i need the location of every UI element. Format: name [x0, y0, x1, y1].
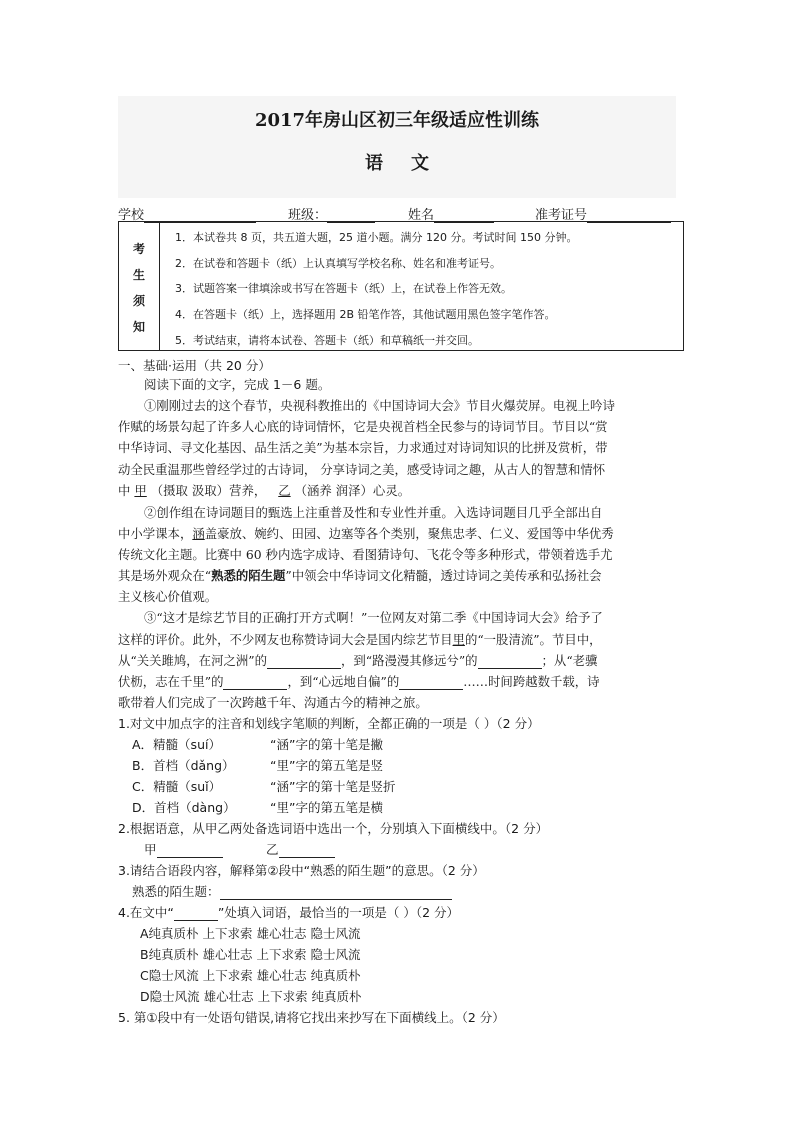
- fill-blank: [267, 654, 341, 669]
- name-label: 姓名: [408, 208, 435, 223]
- answer-blank[interactable]: [157, 843, 223, 858]
- para3-line: [118, 630, 602, 648]
- para3-text: ，到“心远地自偏”的: [287, 674, 400, 689]
- option-letter: C．精髓（suǐ）: [132, 779, 222, 794]
- q4-option-d[interactable]: D隐士风流 雄心壮志 上下求索 纯真质朴: [140, 989, 362, 1004]
- blank-yi: 乙: [278, 483, 291, 498]
- question-3-stem: 3.请结合语段内容，解释第②段中“熟悉的陌生题”的意思。（2 分）: [118, 863, 485, 878]
- notice-item: 2．在试卷和答题卡（纸）上认真填写学校名称、姓名和准考证号。: [175, 257, 501, 270]
- question-2-stem: 2.根据语意，从甲乙两处备选词语中选出一个，分别填入下面横线中。（2 分）: [118, 821, 549, 836]
- para1-line: ①刚刚过去的这个春节，央视科教推出的《中国诗词大会》节目火爆荧屏。电视上吟诗: [144, 398, 615, 413]
- student-info-line: [118, 204, 678, 222]
- q4-option-c[interactable]: C隐士风流 上下求索 雄心壮志 纯真质朴: [140, 968, 361, 983]
- notice-item: 5．考试结束，请将本试卷、答题卡（纸）和草稿纸一并交回。: [175, 334, 479, 347]
- para3-text: 伏枥，志在千里”的: [118, 674, 224, 689]
- q3-answer: [132, 882, 452, 900]
- para3-line: 歌带着人们完成了一次跨越千年、沟通古今的精神之旅。: [118, 695, 428, 710]
- para2-line: 主义核心价值观。: [118, 589, 218, 604]
- para3-line: [118, 672, 600, 690]
- q4-option-a[interactable]: A纯真质朴 上下求索 雄心壮志 隐士风流: [140, 926, 361, 941]
- option-text: “涵”字的第十笔是竖折: [270, 779, 396, 794]
- answer-label: 熟悉的陌生题：: [132, 884, 220, 899]
- q4-option-b[interactable]: B纯真质朴 雄心壮志 上下求索 隐士风流: [140, 947, 361, 962]
- q1-option-c[interactable]: [132, 777, 221, 795]
- notice-label-char: 生: [133, 268, 146, 282]
- notice-label-column: [119, 222, 160, 350]
- para1-line: 作赋的场景勾起了许多人心底的诗词情怀，它是央视首档全民参与的诗词节目。节目以“赏: [118, 419, 608, 434]
- exam-notice-box: [118, 221, 684, 351]
- notice-label-char: 须: [133, 294, 146, 308]
- notice-label-char: 知: [133, 320, 146, 334]
- q2-answer-jia: [144, 840, 223, 858]
- notice-item: 1．本试卷共 8 页，共五道大题，25 道小题。满分 120 分。考试时间 150 分钟。: [175, 231, 578, 244]
- school-label: 学校: [118, 208, 145, 223]
- stem-blank: [174, 906, 218, 921]
- section-heading: 一、基础·运用（共 20 分）: [118, 358, 271, 373]
- option-text: “里”字的第五笔是横: [270, 800, 383, 815]
- para3-text: 从“关关雎鸠，在河之洲”的: [118, 653, 267, 668]
- q1-option-d[interactable]: [132, 798, 236, 816]
- q2-answer-yi: [266, 840, 335, 858]
- para2-line: ②创作组在诗词题目的甄选上注重普及性和专业性并重。入选诗词题目几乎全部出自: [144, 505, 603, 520]
- page-title: 2017年房山区初三年级适应性训练: [254, 110, 540, 131]
- stem-text: 4.在文中“: [118, 905, 174, 920]
- para2-text: ”中领会中华诗词文化精髓，透过诗词之美传承和弘扬社会: [285, 568, 602, 583]
- fill-blank: [478, 654, 542, 669]
- para1-line: [118, 481, 410, 499]
- question-5-stem: 5. 第①段中有一处语句错误,请将它找出来抄写在下面横线上。（2 分）: [118, 1010, 505, 1025]
- para2-text: 盖豪放、婉约、田园、边塞等各个类别，聚焦忠孝、仁义、爱国等中华优秀: [204, 526, 614, 541]
- q1-option-b[interactable]: [132, 756, 235, 774]
- option-letter: D．首档（dàng）: [132, 800, 236, 815]
- option-text: “里”字的第五笔是竖: [270, 758, 383, 773]
- para3-line: [118, 651, 597, 669]
- para3-text: ，到“路漫漫其修远兮”的: [340, 653, 478, 668]
- para2-line: 传统文化主题。比赛中 60 秒内选字成诗、看图猜诗句、飞花令等多种形式，带领着选手尤: [118, 547, 613, 562]
- para3-line: ③“这才是综艺节目的正确打开方式啊！”一位网友对第二季《中国诗词大会》给予了: [144, 610, 603, 625]
- answer-label: 乙: [266, 842, 279, 857]
- para1-line: 中华诗词、寻文化基因、品生活之美”为基本宗旨，力求通过对诗词知识的比拼及赏析，带: [118, 440, 608, 455]
- question-4-stem: [118, 903, 459, 921]
- exam-no-label: 准考证号: [535, 208, 588, 223]
- para3-text: ；从“老骥: [541, 653, 598, 668]
- option-text: “涵”字的第十笔是撇: [270, 737, 383, 752]
- question-1-stem: 1.对文中加点字的注音和划线字笔顺的判断，全都正确的一项是（ ）（2 分）: [118, 716, 540, 731]
- answer-label: 甲: [144, 842, 157, 857]
- class-label: 班级：: [288, 208, 328, 223]
- notice-item: 3．试题答案一律填涂或书写在答题卡（纸）上，在试卷上作答无效。: [175, 282, 512, 295]
- para2-line: [118, 524, 614, 542]
- highlight-phrase: 熟悉的陌生题: [211, 568, 286, 583]
- option-letter: A．精髓（suí）: [132, 737, 221, 752]
- notice-item: 4．在答题卡（纸）上，选择题用 2B 铅笔作答，其他试题用黑色签字笔作答。: [175, 308, 556, 321]
- stem-text: ”处填入词语，最恰当的一项是（ ）（2 分）: [217, 905, 460, 920]
- answer-blank[interactable]: [220, 885, 452, 900]
- fill-blank: [223, 675, 287, 690]
- para1-text: （摄取 汲取）营养，: [150, 483, 267, 498]
- answer-blank[interactable]: [279, 843, 335, 858]
- para1-text: 中: [118, 483, 131, 498]
- para1-text: （涵养 润泽）心灵。: [294, 483, 411, 498]
- para1-line: 动全民重温那些曾经学过的古诗词， 分享诗词之美，感受诗词之趣，从古人的智慧和情怀: [118, 462, 606, 477]
- para2-line: [118, 566, 602, 584]
- page-subtitle: 语文: [365, 153, 457, 174]
- option-letter: B．首档（dǎng）: [132, 758, 235, 773]
- q1-option-a[interactable]: [132, 735, 221, 753]
- underlined-char-li: 里: [452, 632, 465, 647]
- fill-blank: [399, 675, 463, 690]
- para2-text: 其是场外观众在“: [118, 568, 212, 583]
- para2-text: 中小学课本，: [118, 526, 193, 541]
- underlined-char-han: 涵: [192, 526, 205, 541]
- para3-text: ……时间跨越数千载，诗: [463, 674, 600, 689]
- para3-text: 这样的评价。此外，不少网友也称赞诗词大会是国内综艺节目: [118, 632, 453, 647]
- para3-text: 的“一股清流”。节目中，: [464, 632, 602, 647]
- notice-label-char: 考: [133, 242, 146, 256]
- blank-jia: 甲: [134, 483, 147, 498]
- reading-instruction: 阅读下面的文字，完成 1－6 题。: [144, 377, 331, 392]
